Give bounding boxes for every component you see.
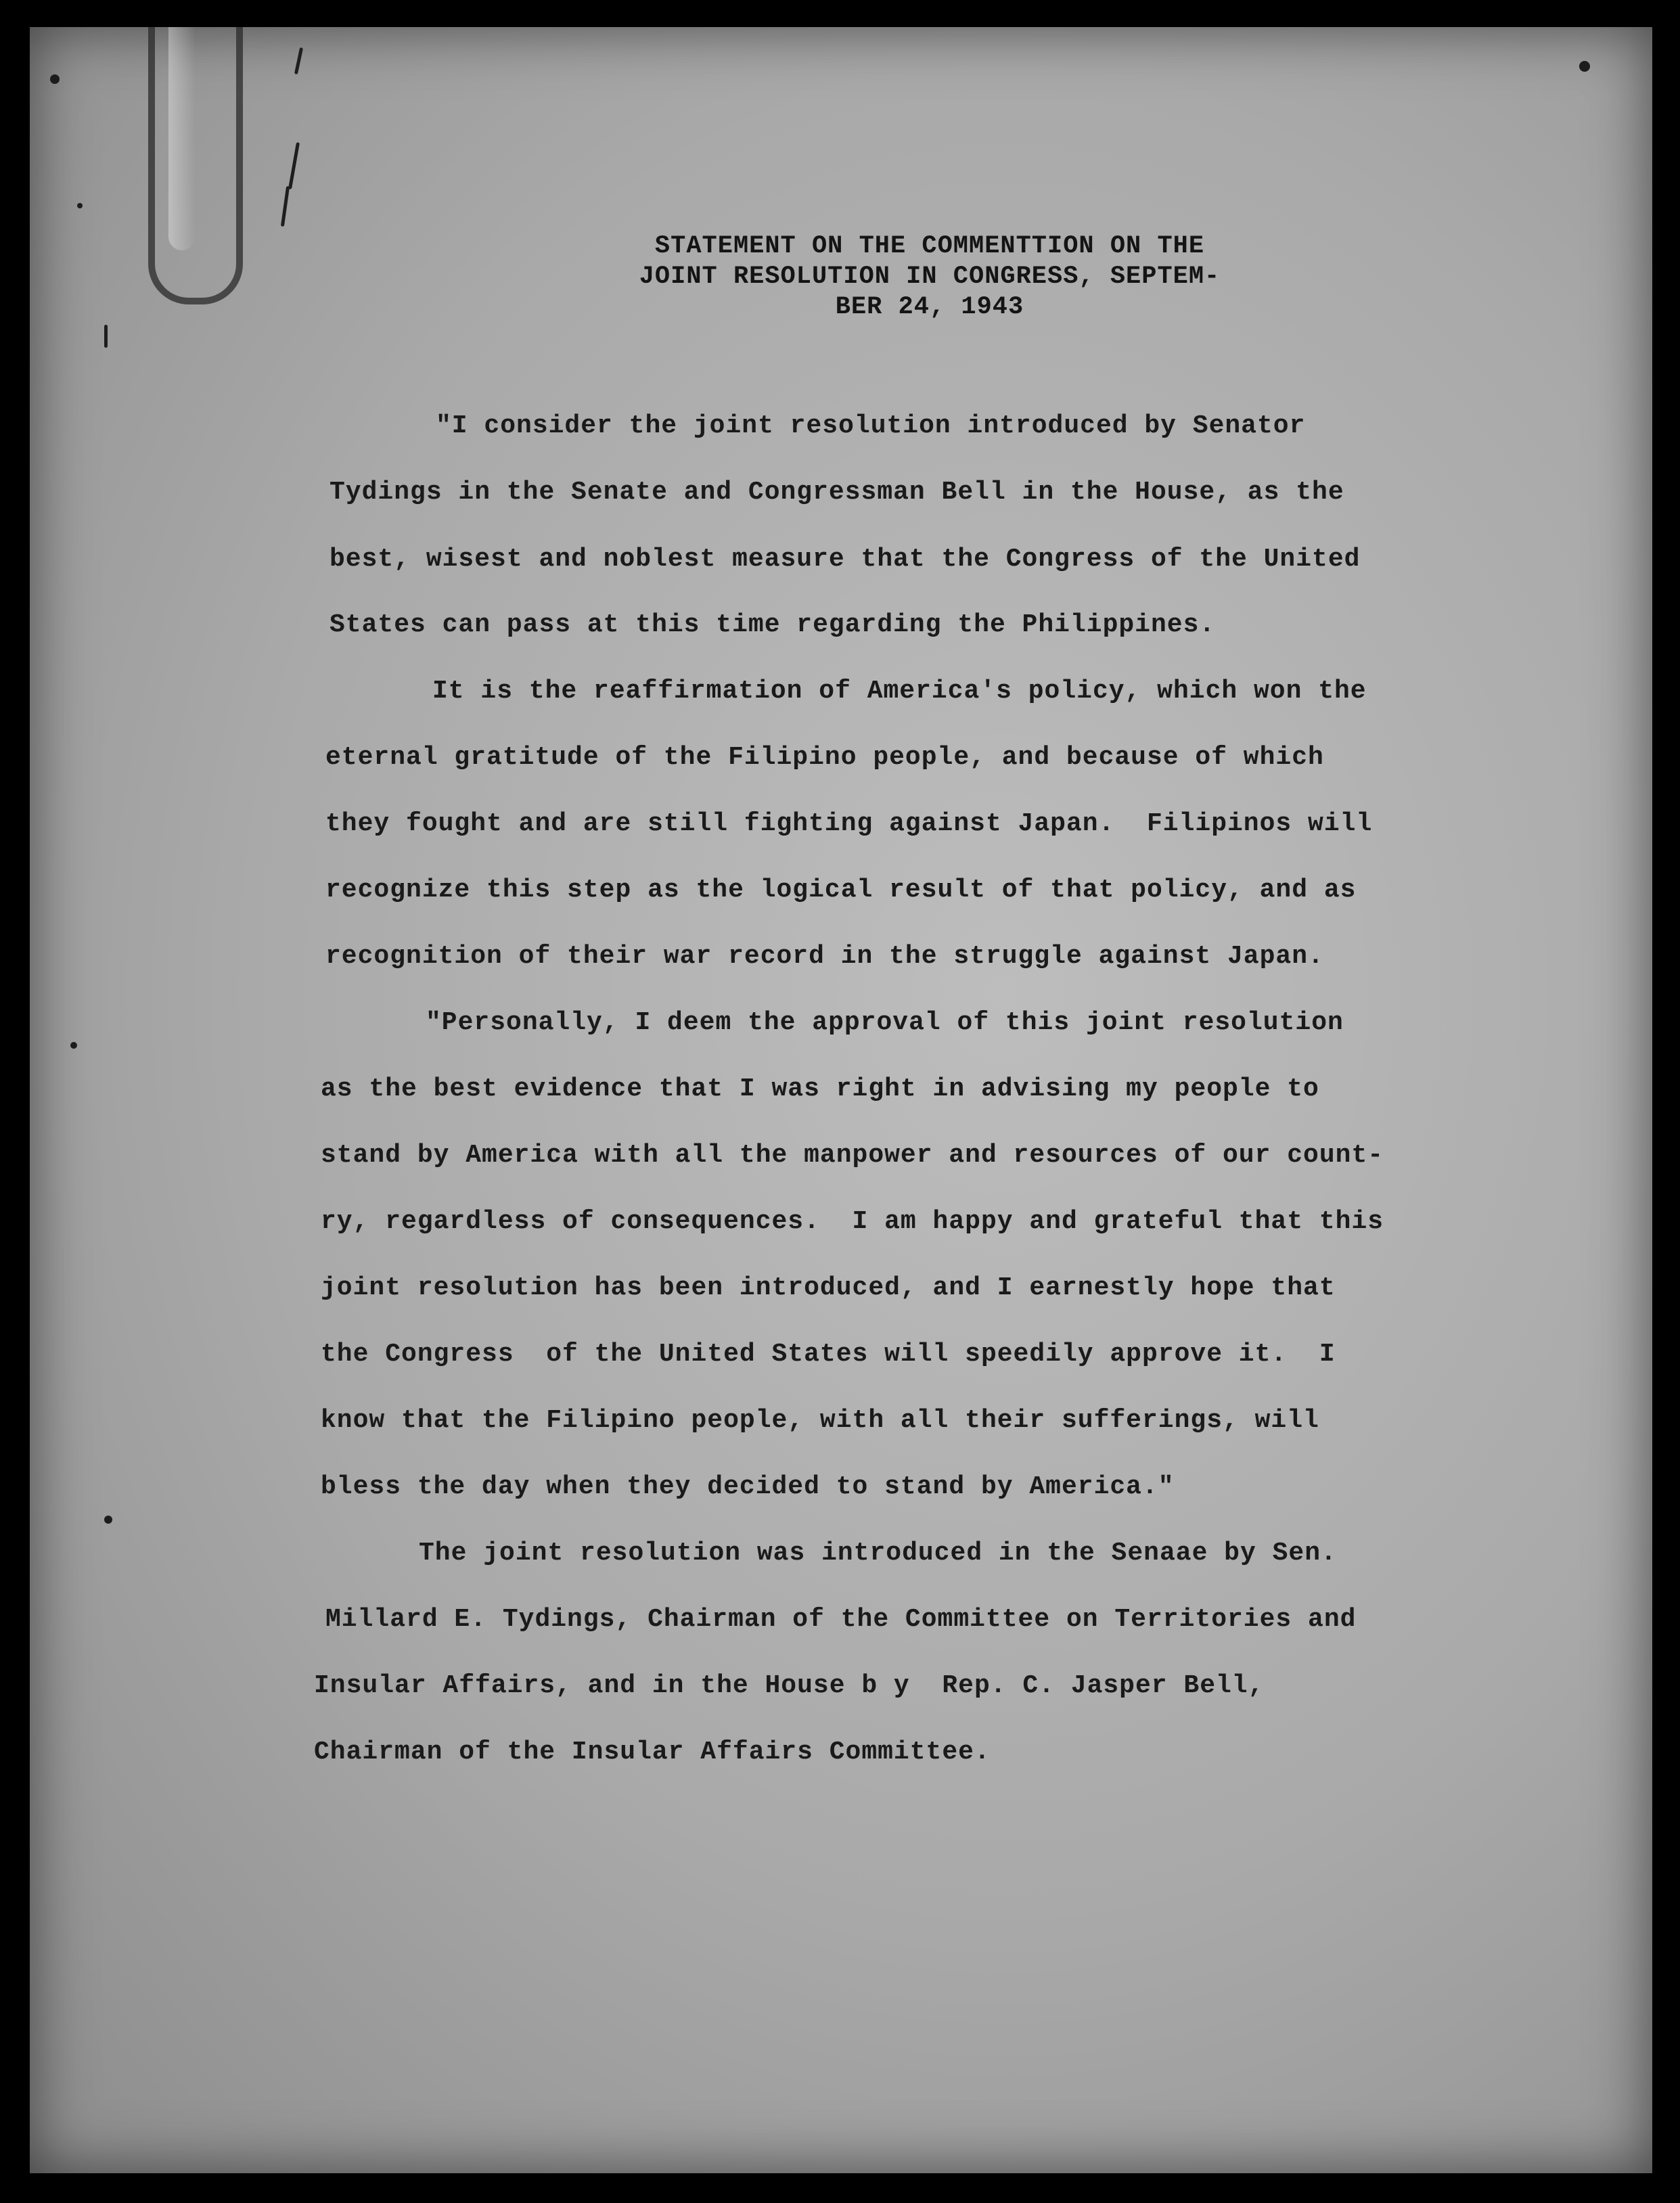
pen-stroke [294, 47, 303, 74]
paragraph-1-line: best, wisest and noblest measure that the Congress of the United [330, 545, 1361, 574]
paragraph-4-line: Millard E. Tydings, Chairman of the Committee on Territories and [325, 1605, 1357, 1634]
ink-speck [1579, 61, 1590, 72]
paragraph-4-line: The joint resolution was introduced in the Senaae by Sen. [419, 1539, 1337, 1568]
paperclip-mark [148, 27, 243, 304]
paragraph-1-line: States can pass at this time regarding the Philippines. [330, 610, 1216, 639]
pen-stroke [281, 186, 290, 227]
paragraph-3-line: bless the day when they decided to stand by America." [321, 1472, 1175, 1501]
paragraph-1-line: Tydings in the Senate and Congressman Bell in the House, as the [330, 478, 1344, 507]
ink-speck [50, 74, 60, 84]
paragraph-3-line: know that the Filipino people, with all their sufferings, will [321, 1406, 1319, 1435]
paragraph-3-line: ry, regardless of consequences. I am happy and grateful that this [321, 1207, 1384, 1236]
pen-stroke [288, 142, 300, 189]
paragraph-3-line: as the best evidence that I was right in advising my people to [321, 1074, 1319, 1104]
paragraph-3-line: "Personally, I deem the approval of this joint resolution [426, 1008, 1344, 1037]
ink-speck [77, 203, 83, 208]
paperclip-highlight [168, 27, 196, 250]
paragraph-2-line: recognition of their war record in the struggle against Japan. [325, 942, 1324, 971]
paragraph-1-line: "I consider the joint resolution introduced by Senator [436, 411, 1306, 440]
paragraph-2-line: It is the reaffirmation of America's policy, which won the [432, 677, 1367, 706]
paragraph-3-line: joint resolution has been introduced, and I earnestly hope that [321, 1273, 1336, 1302]
title-line-2: JOINT RESOLUTION IN CONGRESS, SEPTEM- [639, 263, 1221, 291]
typewritten-page [30, 27, 1652, 2173]
title-line-3: BER 24, 1943 [835, 293, 1024, 321]
paragraph-3-line: the Congress of the United States will speedily approve it. I [321, 1340, 1336, 1369]
paragraph-2-line: eternal gratitude of the Filipino people, and because of which [325, 743, 1324, 772]
pen-stroke [104, 325, 108, 348]
paragraph-4-line: Chairman of the Insular Affairs Committee. [314, 1738, 991, 1767]
paragraph-2-line: they fought and are still fighting against Japan. Filipinos will [325, 809, 1373, 838]
ink-speck [104, 1516, 112, 1524]
paragraph-3-line: stand by America with all the manpower and resources of our count- [321, 1141, 1384, 1170]
document-title [591, 231, 1268, 323]
paragraph-2-line: recognize this step as the logical result of that policy, and as [325, 876, 1357, 905]
title-line-1: STATEMENT ON THE COMMENTTION ON THE [654, 232, 1205, 260]
paragraph-4-line: Insular Affairs, and in the House b y Rep. C. Jasper Bell, [314, 1671, 1265, 1700]
ink-speck [70, 1042, 77, 1049]
